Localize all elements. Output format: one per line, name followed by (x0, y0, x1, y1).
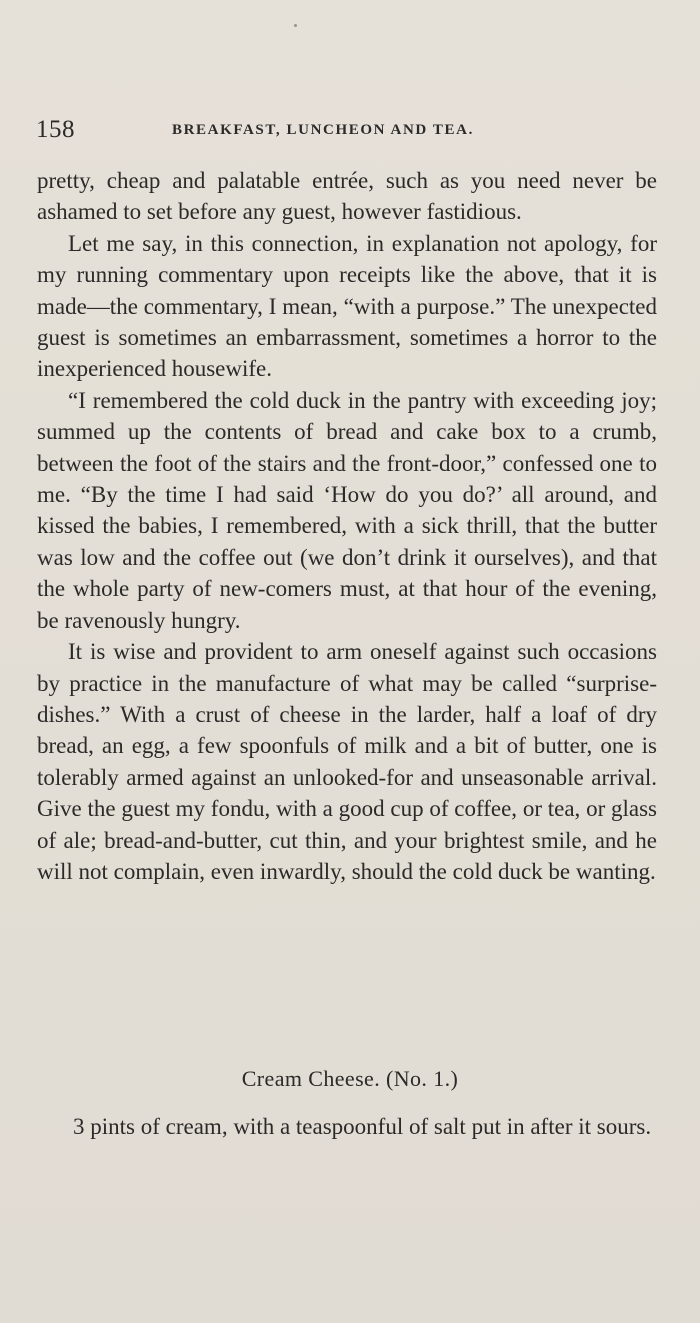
paragraph: Let me say, in this connection, in explanation not apology, for my running commentary upon receipts like the above, that it is made—the commentary, I mean, “with a purpose.” The unexpected guest is sometimes an embarrassment, sometimes a horror to the inexperienced housewife. (37, 230, 657, 382)
recipe-text (46, 1110, 662, 1144)
body-text (37, 165, 657, 887)
running-head-title: BREAKFAST, LUNCHEON AND TEA. (172, 122, 474, 138)
paper-speck (294, 24, 297, 27)
paragraph: “I remembered the cold duck in the pantry with exceeding joy; summed up the contents of bread and cake box to a crumb, between the foot of the stairs and the front-door,” confessed one to me. “By the time I had said ‘How do you do?’ all around, and kissed the babies, I remembered, with a sick thrill, that the butter was low and the coffee out (we don’t drink it ourselves), and that the whole party of new-comers must, at that hour of the evening, be ravenously hungry. (37, 387, 657, 633)
running-head (36, 116, 656, 150)
paragraph: It is wise and provident to arm oneself against such occasions by practice in the manufacture of what may be called “surprise-dishes.” With a crust of cheese in the larder, half a loaf of dry bread, an egg, a few spoonfuls of milk and a bit of butter, one is tolerably armed against an unlooked-for and unseasonable arrival. Give the guest my fondu, with a good cup of coffee, or tea, or glass of ale; bread-and-butter, cut thin, and your brightest smile, and he will not complain, even inwardly, should the cold duck be wanting. (37, 639, 657, 884)
paragraph-continuation: pretty, cheap and palatable entrée, such as you need never be ashamed to set before any guest, however fastidious. (37, 168, 657, 225)
recipe-heading: Cream Cheese. (No. 1.) (241, 1066, 459, 1091)
recipe-paragraph: 3 pints of cream, with a teaspoonful of salt put in after it sours. (73, 1114, 652, 1139)
page-number: 158 (36, 116, 75, 143)
